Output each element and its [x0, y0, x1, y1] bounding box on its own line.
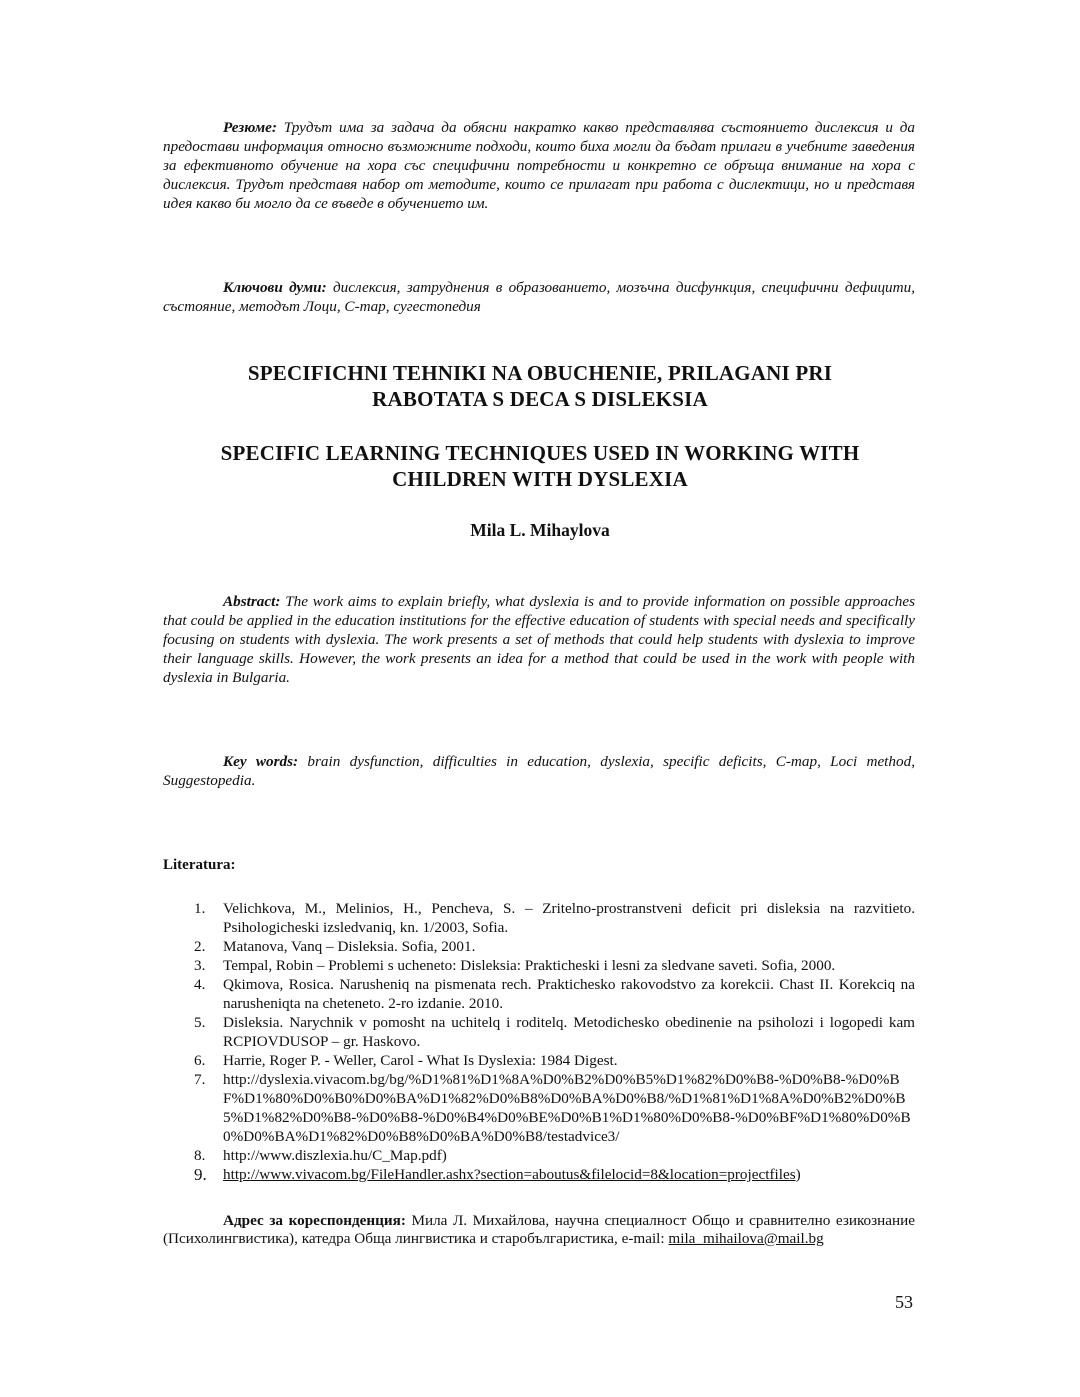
reference-item	[163, 1051, 915, 1070]
resume-section	[163, 118, 915, 213]
page-number: 53	[895, 1292, 913, 1312]
author-name: Mila L. Mihaylova	[470, 520, 610, 540]
reference-number: 6.	[194, 1052, 206, 1069]
reference-number: 8.	[194, 1147, 206, 1164]
reference-number: 2.	[194, 938, 206, 955]
reference-item	[163, 1165, 915, 1184]
reference-item	[163, 1146, 915, 1165]
keywords-bg-section	[163, 278, 915, 316]
reference-number: 5.	[194, 1014, 206, 1031]
title-en-line1: SPECIFIC LEARNING TECHNIQUES USED IN WORKING WITH	[220, 441, 860, 465]
keywords-bg-text: дислексия, затруднения в образованието, мозъчна дисфункция, специфични дефицити, състояние, методът Лоци, C-map, сугестопедия	[163, 279, 915, 315]
keywords-en-section	[163, 752, 915, 790]
keywords-bg-paragraph	[163, 278, 915, 316]
reference-number: 1.	[194, 900, 206, 917]
keywords-bg-label: Ключови думи:	[223, 279, 327, 296]
reference-text: Qkimova, Rosica. Narusheniq na pismenata rech. Prakticheskо rakovodstvo za korekcii. Chast II. Korekciq na narusheniqta na cheteneto. 2-ro izdanie. 2010.	[223, 976, 915, 1012]
reference-number: 7.	[194, 1071, 206, 1088]
reference-text: Harrie, Roger P. - Weller, Carol - What Is Dyslexia: 1984 Digest.	[223, 1052, 618, 1069]
keywords-en-paragraph	[163, 752, 915, 790]
reference-url[interactable]: http://www.diszlexia.hu/C_Map.pdf)	[223, 1147, 447, 1164]
resume-text: Трудът има за задача да обясни накратко какво представлява състоянието дислексия и да предостави информация относно възможните подходи, които биха могли да бъдат прилаги в учебните заведения за ефективното обучение на хора със специфични потребности и конкретно се обръща внимание на хора с дислексия. Трудът представя набор от методите, които се прилагат при работа с дислектици, но и представя идея какво би могло да се въведе в обучението им.	[163, 119, 915, 212]
keywords-en-label: Key words:	[223, 753, 299, 770]
reference-item	[163, 1070, 915, 1146]
contact-label: Адрес за кореспонденция:	[223, 1212, 406, 1229]
reference-url[interactable]: http://dyslexia.vivacom.bg/bg/%D1%81%D1%8A%D0%B2%D0%B5%D1%82%D0%B8-%D0%B8-%D0%BF%D1%80%D0%B0%D0%BA%D1%82%D0%B8%D0%BA%D0%B8/%D1%81%D1%8A%D0%B2%D0%B5%D1%82%D0%B8-%D0%B8-%D0%B4%D0%BE%D0%B1%D1%80%D0%B8-%D0%BF%D1%80%D0%B0%D0%BA%D1%82%D0%B8%D0%BA%D0%B8/testadvice3/	[223, 1071, 911, 1145]
reference-list	[163, 899, 915, 1184]
reference-item	[163, 937, 915, 956]
reference-text: Matanova, Vanq – Disleksia. Sofia, 2001.	[223, 938, 476, 955]
reference-text: Disleksia. Narychnik v pomosht na uchitelq i roditelq. Metodichesko obedinenie na psiholozi i logopedi kam RCPIOVDUSOP – gr. Haskovo.	[223, 1014, 915, 1050]
reference-link[interactable]: http://www.vivacom.bg/FileHandler.ashx?section=aboutus&filelocid=8&location=projectfiles	[223, 1166, 796, 1183]
reference-number: 9.	[194, 1165, 207, 1184]
keywords-en-text: brain dysfunction, difficulties in education, dyslexia, specific deficits, C-map, Loci method, Suggestopedia.	[163, 753, 915, 789]
reference-item	[163, 1013, 915, 1051]
reference-suffix: )	[795, 1166, 801, 1183]
abstract-section	[163, 592, 915, 687]
literature-heading: Literatura:	[163, 857, 236, 873]
title-bg-line2: RABOTATA S DECA S DISLEKSIA	[372, 387, 708, 411]
reference-number: 4.	[194, 976, 206, 993]
resume-paragraph	[163, 118, 915, 213]
resume-label: Резюме:	[223, 119, 277, 136]
reference-text: Tempal, Robin – Problemi s ucheneto: Disleksia: Prakticheski i lesni za sledvane saveti. Sofia, 2000.	[223, 957, 836, 974]
title-en-line2: CHILDREN WITH DYSLEXIA	[392, 467, 688, 491]
reference-item	[163, 956, 915, 975]
reference-text: Velichkova, M., Melinios, H., Pencheva, S. – Zritelno-prostranstveni deficit pri disleksia na razvitieto. Psihologicheski izsledvaniq, kn. 1/2003, Sofia.	[223, 900, 915, 936]
reference-item	[163, 975, 915, 1013]
contact-text: Мила Л. Михайлова, научна специалност Общо и сравнително езикознание (Психолингвистика), катедра Обща лингвистика и старобългаристика, e-mail:	[163, 1212, 916, 1247]
reference-number: 3.	[194, 957, 206, 974]
title-english	[150, 440, 930, 492]
title-bulgarian	[150, 360, 930, 412]
abstract-paragraph	[163, 592, 915, 687]
title-bg-line1: SPECIFICHNI TEHNIKI NA OBUCHENIE, PRILAGANI PRI	[247, 361, 833, 385]
abstract-label: Abstract:	[223, 593, 281, 610]
correspondence-address	[163, 1212, 915, 1248]
contact-email-link[interactable]: mila_mihailova@mail.bg	[668, 1230, 824, 1247]
abstract-text: The work aims to explain briefly, what dyslexia is and to provide information on possible approaches that could be applied in the education institutions for the effective education of students with special needs and specifically focusing on students with dyslexia. The work presents a set of methods that could help students with dyslexia to improve their language skills. However, the work presents an idea for a method that could be used in the work with people with dyslexia in Bulgaria.	[163, 593, 915, 686]
reference-item	[163, 899, 915, 937]
